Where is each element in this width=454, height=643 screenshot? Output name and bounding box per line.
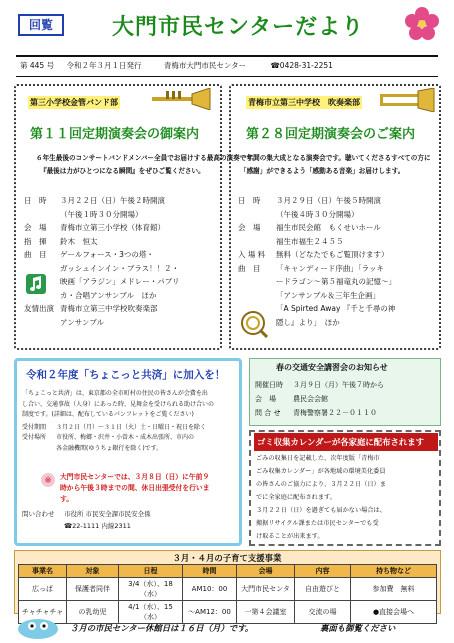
table-row — [19, 601, 437, 624]
left-title: 第１１回定期演奏会の御案内 — [30, 127, 200, 142]
right-intro-2: 「感謝」ができるよう「感動ある音楽」お届けします。 — [240, 167, 405, 175]
table-cell: 大門市民センタ — [237, 578, 295, 601]
trumpet-icon — [150, 88, 212, 114]
garbage-body — [256, 452, 438, 543]
kyosai-row: 受付期間 ３月２日（月）～３１日（火）土・日曜日・祝日を除く — [22, 423, 207, 431]
warning-icon — [40, 472, 56, 488]
detail-row: ードラゴン～第５福竜丸の記憶～」 — [276, 277, 396, 286]
music-note-icon — [26, 274, 46, 294]
table-cell: 一第４会議室 — [237, 601, 295, 624]
garbage-line: け取ることが出来ます。 — [256, 533, 324, 540]
detail-row: （午後１時３０分開場） — [60, 209, 143, 219]
kyosai-body-line: 制度です。(詳細は、配布しているパンフレットをご覧ください) — [22, 411, 194, 418]
garbage-line: 搬据リサイクル課または市民センターでも受 — [256, 520, 379, 527]
traffic-row: 問 合 せ 青梅警察署２２－０１１０ — [255, 409, 377, 417]
left-details — [24, 194, 220, 329]
kyosai-body-line: し合い、交通事故（人身）にあった時、見舞金を受けられる助け合いの — [22, 400, 214, 408]
kyosai-note — [60, 472, 238, 505]
contact-tel: ☎22-1111 内線2311 — [64, 522, 131, 530]
contact-value: 市役所 市民安全課市民安全係 — [64, 510, 151, 518]
support-header: 会場 — [237, 565, 295, 578]
support-header: 対象 — [67, 565, 119, 578]
traffic-title: 春の交通安全講習会のお知らせ — [276, 363, 388, 372]
detail-row: 日 時 ３月２９日（日）午後５時開演 — [238, 196, 381, 205]
kyosai-body — [22, 389, 238, 454]
garbage-title: ゴミ収集カレンダーが各家庭に配布されます — [254, 433, 438, 451]
garbage-line: でに全家庭に配布されます。 — [256, 494, 336, 501]
detail-row: 会 場 青梅市立第三小学校（体育館） — [24, 223, 165, 232]
detail-row: （午後４時３０分開場） — [276, 209, 359, 219]
detail-row: 「アンサンブル＆三年生企画」 — [276, 290, 381, 300]
detail-row: 曲 目 ゲールフォース・3つの塔・ — [24, 250, 154, 259]
detail-row: 曲 目 「キャンディード序曲」「ラッキ — [238, 263, 384, 273]
issue-number: 第 445 号 — [20, 61, 55, 70]
right-intro-1: 一年間の集大成となる演奏会です。聴いてくださるすべての方に — [240, 154, 431, 162]
table-cell: ～AM12：00 — [183, 601, 237, 624]
support-header: 時間 — [183, 565, 237, 578]
support-header: 持ち物など — [351, 565, 437, 578]
publisher: 青梅市大門市民センター — [163, 61, 247, 70]
mascot-icon — [16, 614, 60, 643]
table-cell: 4/1（水）、15（水） — [119, 601, 183, 624]
detail-row: 指 揮 鈴木 恒太 — [24, 236, 98, 246]
issue-line — [20, 60, 440, 71]
detail-row: 会 場 福生市民会館 もくせいホール — [238, 223, 381, 232]
issue-date: 令和２年３月１日発行 — [66, 61, 142, 70]
support-table — [18, 564, 437, 624]
detail-row: 「A Spirted Away 『千と千尋の神 — [276, 304, 396, 313]
flower-icon — [404, 6, 440, 42]
garbage-line: ごみ収集カレンダー」が各地域の環境美化委員 — [256, 468, 386, 475]
support-title: ３月・４月の子育て支援事業 — [172, 553, 282, 563]
detail-row: 隠し』より」 ほか — [276, 317, 340, 327]
page-title: 大門市民センターだより — [112, 15, 365, 40]
detail-row: アンサンブル — [60, 317, 105, 327]
table-cell: AM10：00 — [183, 578, 237, 601]
kyosai-body-line: 「ちょこっと共済」は、東京都の全市町村の住民の皆さんが会費を出 — [22, 390, 208, 397]
detail-row: ガッシュインイン・ブラス！！２・ — [60, 263, 180, 273]
garbage-line: の皆さんのご協力により、３月２２日（日）ま — [256, 481, 386, 488]
support-header: 日程 — [119, 565, 183, 578]
detail-row: 入 場 料 無料（どなたでもご覧頂けます） — [238, 250, 389, 259]
garbage-line: ３月２２日（日）を過ぎても届かない場合は、 — [256, 507, 386, 514]
table-cell: 広っぱ — [19, 578, 67, 601]
kyosai-note-line: す。 — [60, 495, 74, 503]
svg-text:※: ※ — [44, 476, 52, 486]
kyosai-row: 受付場所 市役所、梅郷・沢井・小曽木・成木出張所、市内の — [22, 434, 195, 441]
traffic-row: 会 場 農民会会館 — [255, 395, 328, 403]
table-row — [19, 578, 437, 601]
kairan-stamp: 回覧 — [18, 14, 64, 36]
kyosai-note-line: 時から午後３時までの間、休日出張受付を行いま — [60, 484, 210, 492]
detail-row: 日 時 ３月２２日（日）午後２時開演 — [24, 196, 165, 205]
right-details — [238, 194, 438, 329]
footer-back: 裏面も御覧ください — [320, 623, 396, 633]
kyosai-row: 各金融機関(ゆうちょ銀行を除く)です。 — [56, 444, 163, 452]
kyosai-contact — [22, 508, 238, 532]
detail-row: 福生市福生２４５５ — [276, 236, 344, 246]
trombone-icon — [378, 88, 436, 116]
support-header-row — [19, 565, 437, 578]
footer-closed: ３月の市民センター休館日は１６日（月）です。 — [70, 623, 254, 633]
table-cell: ●直接会場へ — [351, 601, 437, 624]
left-intro-2: 『最後は力がひとつになる瞬間』をぜひご覧ください。 — [40, 167, 205, 175]
table-cell: チャチャチャ — [19, 601, 67, 624]
table-cell: 3/4（水）、18（水） — [119, 578, 183, 601]
detail-row: カ・合唱アンサンブル ほか — [60, 290, 157, 300]
garbage-line: ごみの収集日を記載した、次年度版「青梅市 — [256, 455, 380, 462]
left-intro-1: ６年生最後のコンサートバンドメンバー全員でお届けする最高の演奏です。 — [36, 154, 259, 162]
table-cell: 参加費 無料 — [351, 578, 437, 601]
traffic-details — [255, 378, 439, 420]
table-cell: 自由遊びと — [295, 578, 351, 601]
right-group: 青梅市立第三中学校 吹奏楽部 — [248, 98, 360, 107]
support-header: 事業名 — [19, 565, 67, 578]
detail-row: 友情出演 青梅市立第三中学校吹奏楽部 — [24, 304, 158, 313]
traffic-row: 開催日時 ３月９日（月）午後７時から — [255, 381, 384, 389]
contact-label: 問い合わせ — [22, 510, 55, 518]
detail-row: 映画「アラジン」メドレー・パブリ — [60, 277, 180, 286]
table-cell: 交流の場 — [295, 601, 351, 624]
table-cell: の乳幼児 — [67, 601, 119, 624]
phone: ☎0428-31-2251 — [270, 61, 333, 70]
support-header: 内容 — [295, 565, 351, 578]
right-title: 第２８回定期演奏会のご案内 — [246, 127, 416, 142]
table-cell: 保護者同伴 — [67, 578, 119, 601]
kyosai-note-line: 大門市民センターでは、３月８日（日）に午前９ — [60, 473, 210, 481]
kyosai-title: 令和２年度「ちょこっと共済」に加入を！ — [26, 369, 226, 381]
horn-icon — [238, 308, 268, 342]
left-group: 第三小学校金管バンド部 — [30, 98, 118, 107]
